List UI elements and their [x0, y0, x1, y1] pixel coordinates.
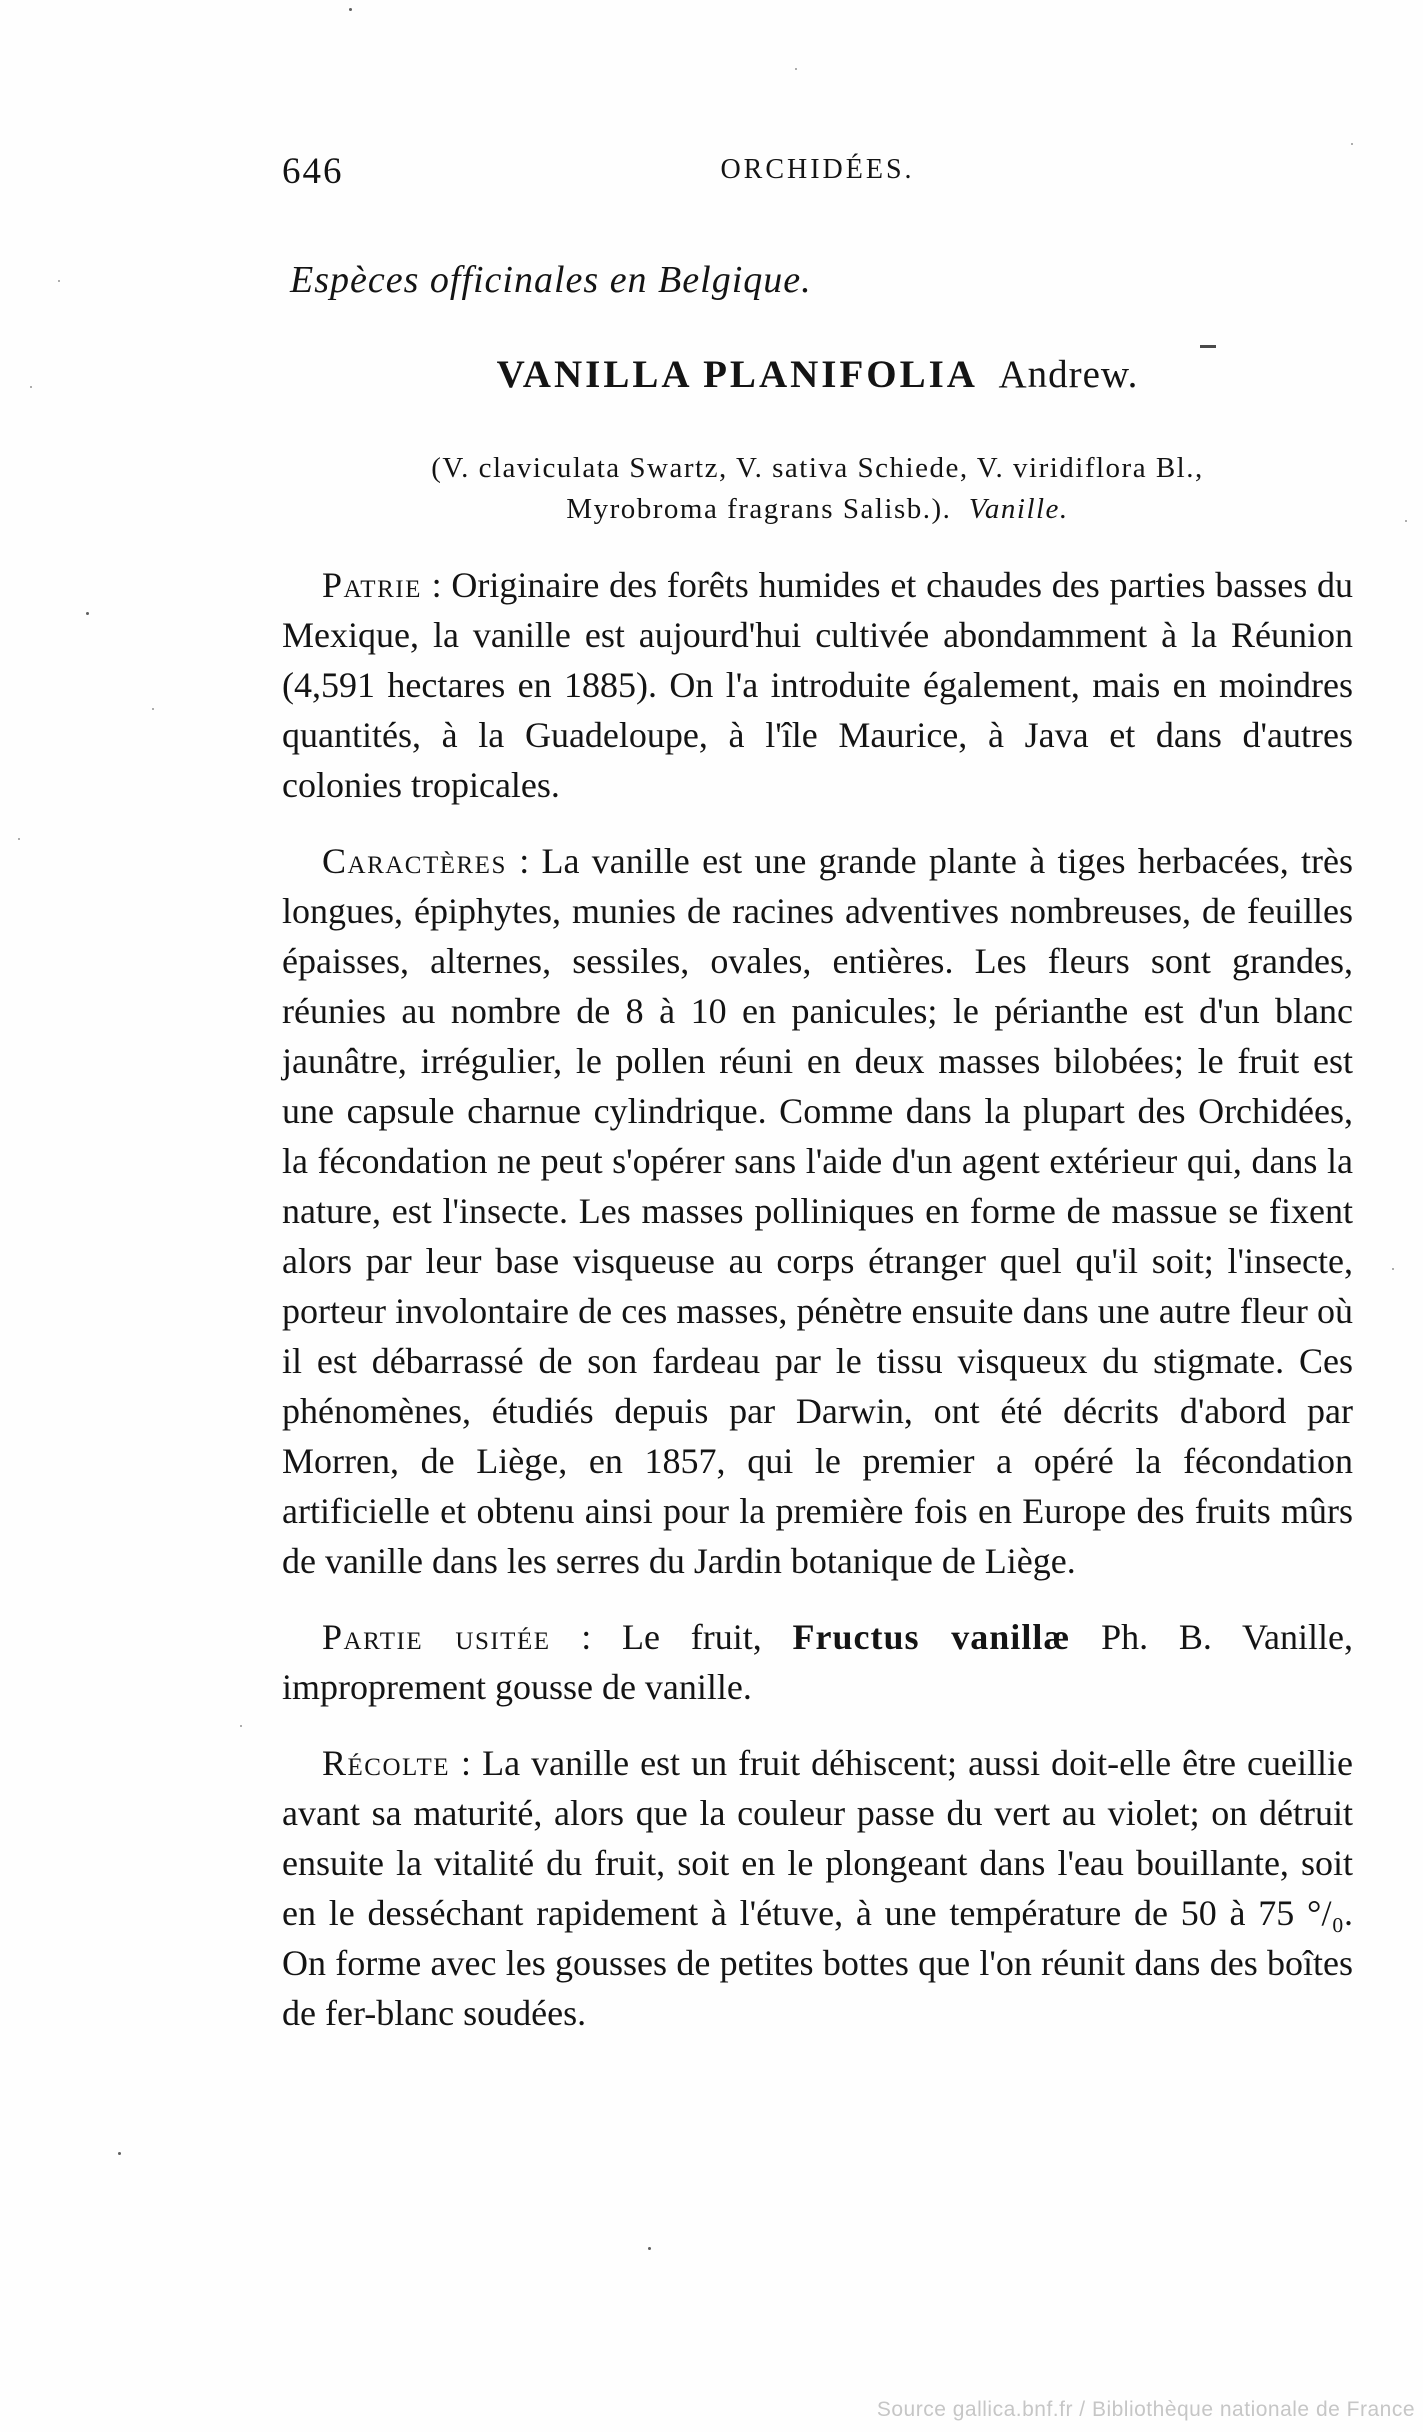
label-separator: : [450, 1743, 483, 1783]
body-text-column [282, 560, 1353, 2038]
species-title-author: Andrew. [998, 353, 1139, 396]
scan-speck [152, 708, 154, 710]
paragraph-text-patrie: Originaire des forêts humides et chaudes des parties basses du Mexique, la vanille est aujourd'hui cultivée abondamment à la Réunion (4,591 hectares en 1885). On l'a introduite également, mais en moindres quantités, à la Guadeloupe, à l'île Maurice, à Java et dans d'autres colonies tropicales. [282, 565, 1353, 805]
drug-latin-name: Fructus vanillæ [792, 1617, 1071, 1657]
paragraph-text-caracteres: La vanille est une grande plante à tiges herbacées, très longues, épiphytes, munies de racines adventives nombreuses, de feuilles épaisses, alternes, sessiles, ovales, entières. Les fleurs sont grandes, réunies au nombre de 8 à 10 en panicules; le périanthe est d'un blanc jaunâtre, irrégulier, le pollen réuni en deux masses bilobées; le fruit est une capsule charnue cylindrique. Comme dans la plupart des Orchidées, la fécondation ne peut s'opérer sans l'aide d'un agent extérieur qui, dans la nature, est l'insecte. Les masses polliniques en forme de massue se fixent alors par leur base visqueuse au corps étranger quel qu'il soit; l'insecte, porteur involontaire de ces masses, pénètre ensuite dans une autre fleur où il est débarrassé de son fardeau par le tissu visqueux du stigmate. Ces phénomènes, étudiés depuis par Darwin, ont été décrits d'abord par Morren, de Liège, en 1857, qui le premier a opéré la fécondation artificielle et obtenu ainsi pour la première fois en Europe des fruits mûrs de vanille dans les serres du Jardin botanique de Liège. [282, 841, 1353, 1581]
page-number: 646 [282, 151, 344, 192]
section-heading: Espèces officinales en Belgique. [290, 259, 812, 301]
gallica-attribution: Source gallica.bnf.fr / Bibliothèque nationale de France [876, 2398, 1415, 2421]
scan-speck [58, 280, 60, 282]
synonyms-block [282, 448, 1353, 530]
label-separator: : [506, 841, 542, 881]
label-separator: : [550, 1617, 623, 1657]
synonyms-line2: Myrobroma fragrans Salisb.). [566, 493, 969, 525]
scan-speck [1351, 143, 1353, 145]
running-head [282, 150, 1353, 190]
synonyms-line1: (V. claviculata Swartz, V. sativa Schiede, V. viridiflora Bl., [431, 452, 1204, 484]
species-title-latin: VANILLA PLANIFOLIA [496, 353, 978, 396]
scan-speck [118, 2152, 121, 2155]
running-header-title: ORCHIDÉES. [720, 154, 915, 185]
paragraph-text-before: Le fruit, [622, 1617, 793, 1657]
scan-speck [1392, 1268, 1394, 1270]
vernacular-name: Vanille. [968, 493, 1069, 525]
paragraph-label-partie-usitee: Partie usitée [322, 1617, 551, 1657]
scan-speck [18, 838, 20, 840]
paragraph-text-after: Ph. B. Vanille, improprement gousse de vanille. [282, 1617, 1353, 1707]
paragraph-label-patrie: Patrie [322, 565, 422, 605]
scan-speck [30, 386, 32, 388]
scan-speck [795, 68, 797, 70]
paragraph-recolte [282, 1738, 1353, 2038]
paragraph-partie-usitee [282, 1612, 1353, 1712]
scan-speck [648, 2247, 651, 2250]
scan-speck [1405, 520, 1407, 522]
paragraph-label-recolte: Récolte [322, 1743, 451, 1783]
scan-speck [86, 612, 89, 615]
paragraph-text-recolte: La vanille est un fruit déhiscent; aussi doit-elle être cueillie avant sa maturité, alors que la couleur passe du vert au violet; on détruit ensuite la vitalité du fruit, soit en le plongeant dans l'eau bouillante, soit en le desséchant rapidement à l'étuve, à une température de 50 à 75 °/₀. On forme avec les gousses de petites bottes que l'on réunit dans des boîtes de fer-blanc soudées. [282, 1743, 1353, 2033]
paragraph-patrie [282, 560, 1353, 810]
label-separator: : [421, 565, 452, 605]
scan-speck [240, 1725, 242, 1727]
scan-speck [349, 8, 352, 11]
scan-dash-artifact [1200, 345, 1216, 348]
paragraph-caracteres [282, 836, 1353, 1586]
species-title [282, 352, 1353, 397]
paragraph-label-caracteres: Caractères [322, 841, 507, 881]
